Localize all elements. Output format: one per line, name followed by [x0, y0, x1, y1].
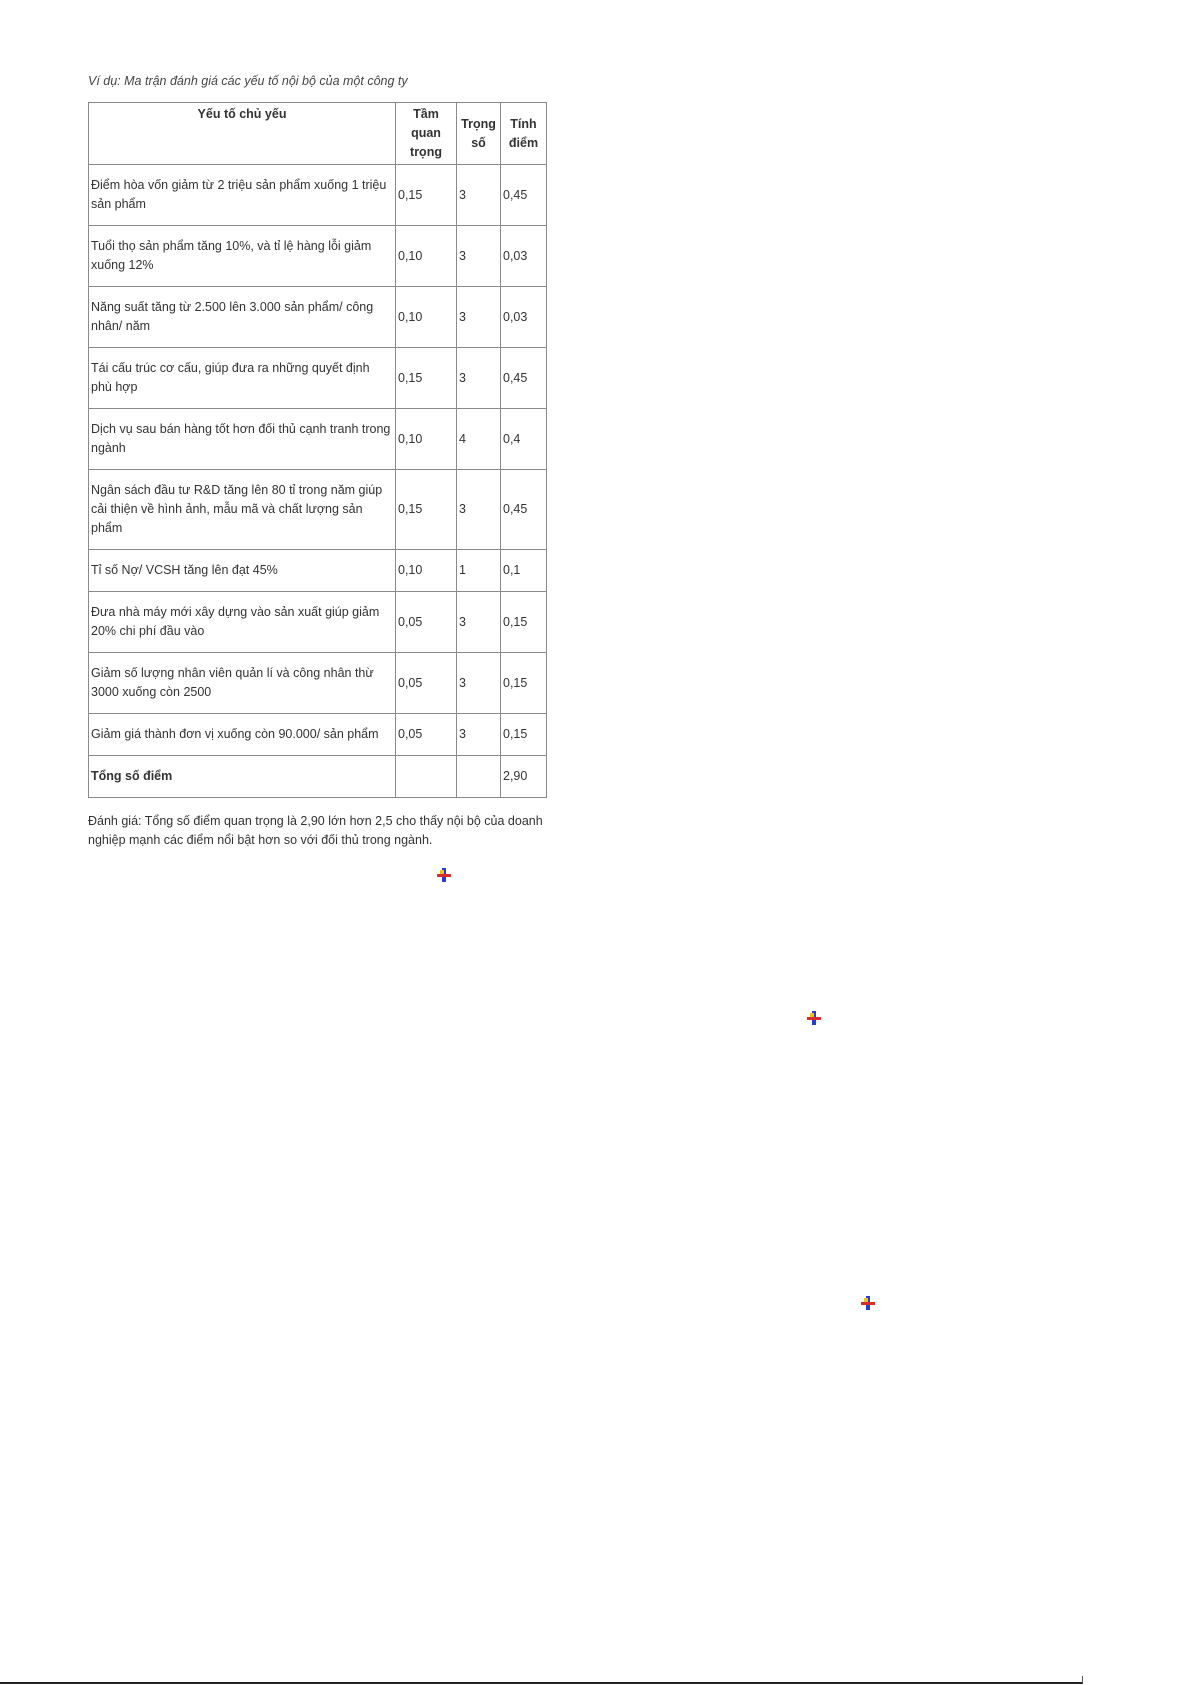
cell-factor: Giảm số lượng nhân viên quản lí và công nhân thừ 3000 xuống còn 2500	[89, 653, 396, 714]
cell-importance: 0,05	[396, 592, 457, 653]
cell-weight: 3	[457, 287, 501, 348]
table-caption: Ví dụ: Ma trận đánh giá các yếu tố nội bộ của một công ty	[88, 74, 408, 88]
table-row	[89, 592, 547, 653]
cell-importance: 0,10	[396, 409, 457, 470]
cell-weight: 3	[457, 714, 501, 756]
cell-factor: Giảm giá thành đơn vị xuống còn 90.000/ sản phẩm	[89, 714, 396, 756]
cell-weight: 3	[457, 653, 501, 714]
header-weight: Trọng số	[457, 103, 501, 165]
total-weight	[457, 756, 501, 798]
cell-weight: 3	[457, 592, 501, 653]
cell-score: 0,15	[501, 592, 547, 653]
cell-importance: 0,05	[396, 714, 457, 756]
header-score: Tính điểm	[501, 103, 547, 165]
table-row	[89, 287, 547, 348]
table-row	[89, 714, 547, 756]
total-label: Tổng số điểm	[89, 756, 396, 798]
cell-importance: 0,10	[396, 226, 457, 287]
anchor-marker-icon	[861, 1296, 875, 1310]
table-row	[89, 348, 547, 409]
cell-score: 0,15	[501, 714, 547, 756]
cell-importance: 0,05	[396, 653, 457, 714]
internal-factor-matrix-table	[88, 102, 547, 798]
cell-importance: 0,15	[396, 470, 457, 550]
cell-score: 0,15	[501, 653, 547, 714]
cell-importance: 0,10	[396, 550, 457, 592]
table-row	[89, 653, 547, 714]
cell-score: 0,1	[501, 550, 547, 592]
table-row	[89, 165, 547, 226]
table-total-row	[89, 756, 547, 798]
anchor-marker-icon	[807, 1011, 821, 1025]
table-row	[89, 470, 547, 550]
cell-score: 0,4	[501, 409, 547, 470]
total-score: 2,90	[501, 756, 547, 798]
total-importance	[396, 756, 457, 798]
cell-weight: 3	[457, 165, 501, 226]
table-row	[89, 409, 547, 470]
table-row	[89, 550, 547, 592]
cell-score: 0,03	[501, 287, 547, 348]
cell-importance: 0,15	[396, 348, 457, 409]
header-factor: Yếu tố chủ yếu	[89, 103, 396, 165]
cell-importance: 0,10	[396, 287, 457, 348]
cell-factor: Tái cấu trúc cơ cấu, giúp đưa ra những quyết định phù hợp	[89, 348, 396, 409]
header-importance: Tầm quan trọng	[396, 103, 457, 165]
cell-weight: 3	[457, 226, 501, 287]
cell-factor: Tỉ số Nợ/ VCSH tăng lên đạt 45%	[89, 550, 396, 592]
cell-factor: Tuổi thọ sản phẩm tăng 10%, và tỉ lệ hàng lỗi giảm xuống 12%	[89, 226, 396, 287]
anchor-marker-icon	[437, 868, 451, 882]
cell-factor: Ngân sách đầu tư R&D tăng lên 80 tỉ trong năm giúp cải thiện về hình ảnh, mẫu mã và chất lượng sản phẩm	[89, 470, 396, 550]
cell-weight: 1	[457, 550, 501, 592]
page-footer-tick	[1082, 1676, 1083, 1684]
table-header-row	[89, 103, 547, 165]
cell-factor: Năng suất tăng từ 2.500 lên 3.000 sản phẩm/ công nhân/ năm	[89, 287, 396, 348]
cell-factor: Dịch vụ sau bán hàng tốt hơn đối thủ cạnh tranh trong ngành	[89, 409, 396, 470]
page-footer-rule	[0, 1682, 1082, 1684]
cell-weight: 3	[457, 348, 501, 409]
cell-score: 0,03	[501, 226, 547, 287]
cell-weight: 4	[457, 409, 501, 470]
cell-importance: 0,15	[396, 165, 457, 226]
cell-score: 0,45	[501, 165, 547, 226]
cell-factor: Điểm hòa vốn giảm từ 2 triệu sản phẩm xuống 1 triệu sản phẩm	[89, 165, 396, 226]
conclusion-text: Đánh giá: Tổng số điểm quan trọng là 2,90 lớn hơn 2,5 cho thấy nội bộ của doanh nghiệp mạnh các điểm nổi bật hơn so với đối thủ trong ngành.	[88, 814, 543, 847]
cell-score: 0,45	[501, 348, 547, 409]
table-row	[89, 226, 547, 287]
cell-factor: Đưa nhà máy mới xây dựng vào sản xuất giúp giảm 20% chi phí đầu vào	[89, 592, 396, 653]
cell-weight: 3	[457, 470, 501, 550]
cell-score: 0,45	[501, 470, 547, 550]
